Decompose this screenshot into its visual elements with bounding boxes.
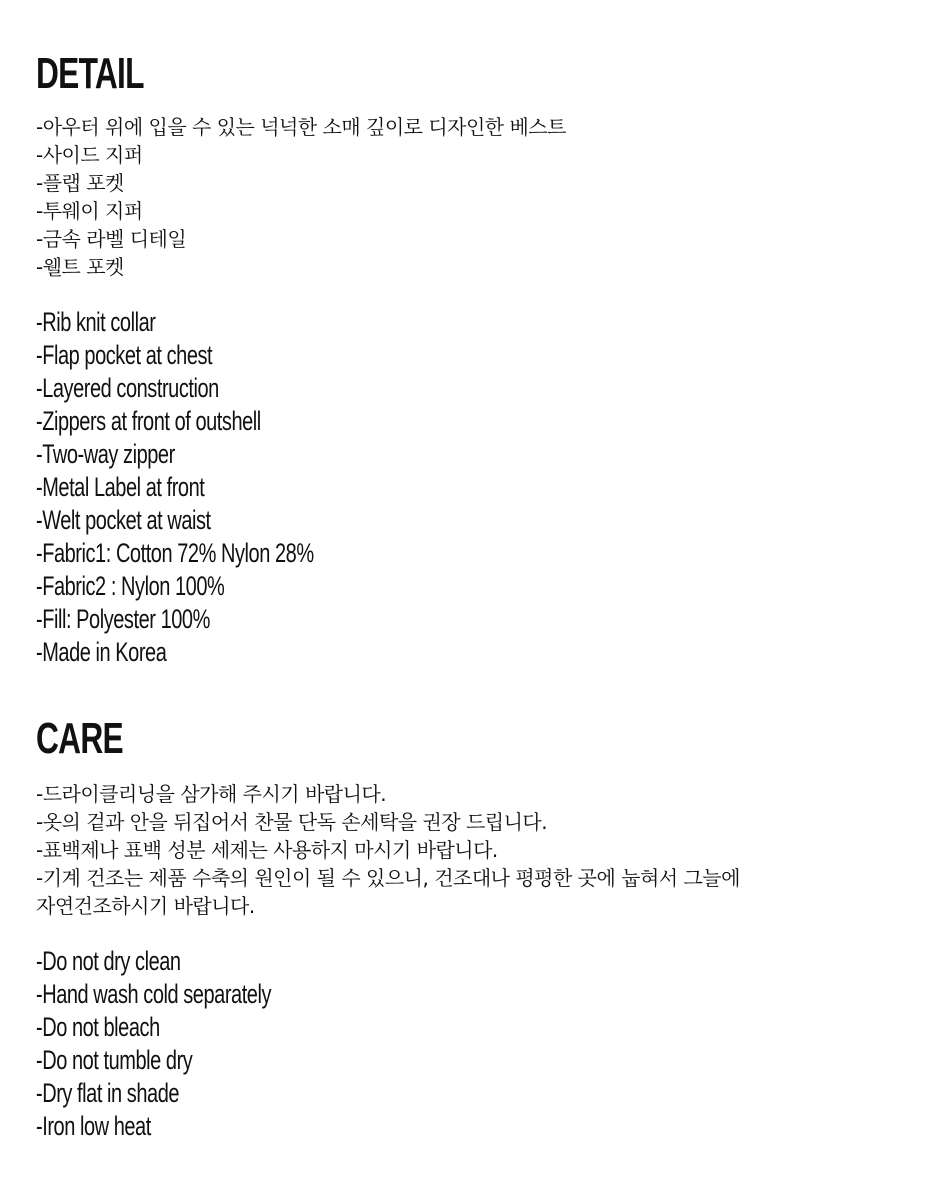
detail-english-list — [36, 306, 411, 669]
detail-english-item: -Fill: Polyester 100% — [36, 604, 210, 634]
detail-english-item: -Layered construction — [36, 373, 219, 403]
detail-english-item: -Zippers at front of outshell — [36, 406, 261, 436]
detail-korean-item: -투웨이 지퍼 — [36, 199, 143, 223]
detail-korean-list — [36, 113, 566, 281]
detail-english-item: -Welt pocket at waist — [36, 505, 211, 535]
detail-korean-item: -웰트 포켓 — [36, 255, 124, 279]
care-heading: CARE — [36, 714, 123, 763]
detail-english-item: -Fabric1: Cotton 72% Nylon 28% — [36, 538, 314, 568]
care-korean-item: -옷의 겉과 안을 뒤집어서 찬물 단독 손세탁을 권장 드립니다. — [36, 810, 548, 834]
detail-korean-item: -금속 라벨 디테일 — [36, 227, 187, 251]
detail-heading: DETAIL — [36, 49, 144, 98]
care-english-item: -Iron low heat — [36, 1111, 151, 1141]
detail-english-item: -Metal Label at front — [36, 472, 205, 502]
care-english-item: -Hand wash cold separately — [36, 979, 272, 1009]
care-korean-item: 자연건조하시기 바랍니다. — [36, 894, 255, 918]
detail-english-item: -Fabric2 : Nylon 100% — [36, 571, 225, 601]
care-korean-item: -드라이클리닝을 삼가해 주시기 바랍니다. — [36, 782, 387, 806]
detail-english-item: -Rib knit collar — [36, 307, 156, 337]
care-english-item: -Do not dry clean — [36, 946, 181, 976]
detail-korean-item: -사이드 지퍼 — [36, 143, 143, 167]
care-english-list — [36, 945, 354, 1143]
care-english-item: -Do not bleach — [36, 1012, 160, 1042]
care-english-item: -Do not tumble dry — [36, 1045, 193, 1075]
detail-english-item: -Made in Korea — [36, 637, 167, 667]
detail-korean-item: -플랩 포켓 — [36, 171, 124, 195]
care-korean-item: -기계 건조는 제품 수축의 원인이 될 수 있으니, 건조대나 평평한 곳에 눕혀서 그늘에 — [36, 866, 740, 890]
care-korean-list — [36, 780, 740, 920]
care-korean-item: -표백제나 표백 성분 세제는 사용하지 마시기 바랍니다. — [36, 838, 498, 862]
detail-korean-item: -아우터 위에 입을 수 있는 넉넉한 소매 깊이로 디자인한 베스트 — [36, 115, 566, 139]
care-english-item: -Dry flat in shade — [36, 1078, 180, 1108]
detail-english-item: -Flap pocket at chest — [36, 340, 213, 370]
detail-english-item: -Two-way zipper — [36, 439, 175, 469]
